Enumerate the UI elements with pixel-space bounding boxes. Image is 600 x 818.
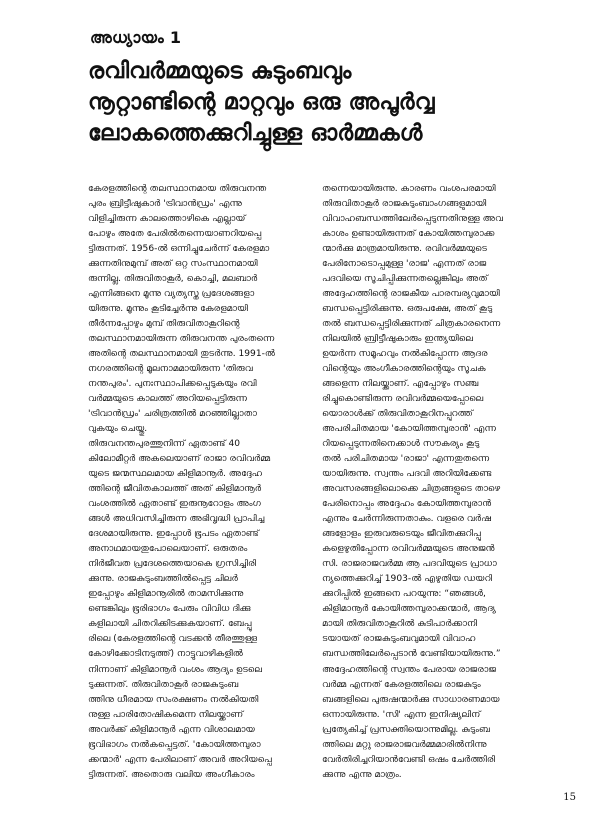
- right-column-line: പേരിനൊപ്പം അദ്ദേഹം കോയിത്തമ്പുരാൻ: [322, 499, 492, 510]
- right-column-line: തൽ ബന്ധപ്പെട്ടിരിക്കുന്നത് ചിത്രകാരനെന്ന: [322, 319, 501, 330]
- left-column-line: യുടെ ജന്മസ്ഥലമായ കിളിമാനൂർ. അദ്ദേഹ: [88, 469, 263, 480]
- left-column-line: അനാഥമായതുപോലെയാണ്. ഒരുതരം: [88, 544, 248, 555]
- right-column-line: പ്രത്യേകിച്ച് പ്രസക്തിയൊന്നുമില്ല. കുടുംബ: [322, 724, 490, 735]
- title-line-3: ലോകത്തെക്കുറിച്ചുള്ള ഓർമ്മകൾ: [88, 120, 423, 146]
- left-column-line: തലസ്ഥാനമായിരുന്ന തിരുവനന്ത പുരംതന്നെ: [88, 334, 275, 345]
- left-column-line: വർമ്മയുടെ കാലത്ത് അറിയപ്പെട്ടിരുന്ന: [88, 394, 247, 405]
- left-column-line: കേരളത്തിന്റെ തലസ്ഥാനമായ തിരുവനന്ത: [88, 184, 267, 194]
- left-column-line: ഭൂവിഭാഗം നൽകപ്പെട്ടത്. 'കോയിത്തമ്പുരാ: [88, 739, 261, 750]
- left-column-line: അതിന്റെ തലസ്ഥാനമായി തുടർന്നു. 1991-ൽ: [88, 349, 276, 360]
- right-column-line: തൽ പരിചിതമായ 'രാജാ' എന്നതുതന്നെ: [322, 454, 490, 465]
- right-text-column: [322, 182, 572, 783]
- left-column-line: എന്നിങ്ങനെ മൂന്നു വ്യത്യസ്ത പ്രദേശങ്ങളാ: [88, 289, 255, 300]
- left-column-line: നുള്ള പാരിതോഷികമെന്ന നിലയ്ക്കാണ്: [88, 709, 244, 720]
- left-column-line: രുന്നില്ല. തിരുവിതാകൂർ, കൊച്ചി, മലബാർ: [88, 274, 258, 285]
- left-column-line: വംശത്തിൽ ഏതാണ്ട് ഇരുനൂറോളം അംഗ: [88, 499, 261, 510]
- left-column-line: നിന്നാണ് കിളിമാനൂർ വംശം ആദ്യം ഉടലെ: [88, 664, 263, 675]
- right-column-line: ക്കുറിപ്പിൽ ഇങ്ങനെ പറയുന്നു: “ഞങ്ങൾ,: [322, 589, 486, 600]
- left-column-line: യിരുന്നു. മൂന്നും കൂടിച്ചേർന്നു കേരളമായി: [88, 304, 248, 315]
- left-column-line: നിർജീവത പ്രദേശത്തെയാകെ ഗ്രസിച്ചിരി: [88, 559, 257, 570]
- left-column-line: പോഴും അതേ പേരിൽതന്നെയാണറിയപ്പെ: [88, 229, 262, 240]
- right-column-line: ടയായത് രാജകുടുംബവുമായി വിവാഹ: [322, 634, 476, 645]
- left-column-line: ത്തിനു ധീരമായ സംരക്ഷണം നൽകിയതി: [88, 694, 259, 705]
- title-line-2: നൂറ്റാണ്ടിന്റെ മാറ്റവും ഒരു അപൂർവ്വ: [88, 89, 435, 115]
- left-column-line: നന്തപുരം'. പുനഃസ്ഥാപിക്കപ്പെടുകയും രവി: [88, 379, 257, 390]
- right-column-line: പദവിയെ സൂചിപ്പിക്കുന്നതല്ലെങ്കിലും അത്: [322, 274, 488, 285]
- left-column-line: ക്കന്മാർ' എന്ന പേരിലാണ് അവർ അറിയപ്പെ: [88, 754, 272, 765]
- right-column-line: എന്നും ചേർന്നിരുന്നതാകും. വളരെ വർഷ: [322, 514, 492, 525]
- left-column-line: ത്തിന്റെ ജീവിതകാലത്ത് അത് കിളിമാനൂർ: [88, 484, 262, 495]
- left-column-line: 'ട്രിവാൻഡ്രം' ചരിത്രത്തിൽ മറഞ്ഞില്ലാതാ: [88, 409, 257, 420]
- left-column-line: തീർന്നപ്പോഴും മുമ്പ് തിരുവിതാകൂറിന്റെ: [88, 319, 240, 330]
- right-column-line: ഉയർന്ന സമൂഹവും നൽകിപ്പോന്ന ആദര: [322, 349, 488, 360]
- right-column-line: സി. രാജരാജവർമ്മ ആ പദവിയുടെ പ്രാധാ: [322, 559, 497, 570]
- left-column-line: രിലെ (കേരളത്തിന്റെ വടക്കൻ തീരത്തുള്ള: [88, 634, 258, 645]
- chapter-title: [88, 56, 568, 149]
- right-column-line: അദ്ദേഹത്തിന്റെ സ്വന്തം പേരായ രാജരാജ: [322, 664, 497, 675]
- right-column-line: രിച്ചുകൊണ്ടിരുന്ന രവിവർമ്മയെപ്പോലെ: [322, 394, 484, 405]
- right-column-line: ന്മാർക്കു മാത്രമായിരുന്നു. രവിവർമ്മയുടെ: [322, 244, 487, 255]
- right-column-line: ങ്ങളോളം ഇരുവരുടെയും ജീവിതക്കുറിപ്പു: [322, 529, 481, 540]
- left-column-line: തിരുവനന്തപുരത്തുനിന്ന് ഏതാണ്ട് 40: [88, 439, 241, 450]
- left-column-line: വുകയും ചെയ്തു.: [88, 424, 148, 435]
- left-column-line: ണ്ടെങ്കിലും ഭൂരിഭാഗം പേരും വിവിധ ദിക്കു: [88, 604, 251, 615]
- right-column-line: ക്കുന്നു എന്നു മാത്രം.: [322, 769, 402, 780]
- right-column-line: ത്തിലെ മറ്റു രാജരാജവർമ്മമാരിൽനിന്നു: [322, 739, 487, 750]
- right-column-line: അദ്ദേഹത്തിന്റെ രാജകീയ പാരമ്പര്യവുമായി: [322, 289, 500, 300]
- right-column-line: തിരുവിതാകൂർ രാജകുടുംബാംഗങ്ങളുമായി: [322, 199, 487, 210]
- page-number: 15: [563, 792, 576, 803]
- left-column-line: ങ്ങൾ അധിവസിച്ചിരുന്ന അഭിവൃദ്ധി പ്രാപിച്ച: [88, 514, 265, 525]
- left-column-line: ട്ടിരുന്നത്. അതൊരു വലിയ അംഗീകാരം: [88, 769, 255, 780]
- right-column-line: ബന്ധപ്പെട്ടിരിക്കുന്നു. ഒരുപക്ഷേ, അത് കൂടു: [322, 304, 493, 315]
- right-column-line: യായിരുന്നു. സ്വന്തം പദവി അറിയിക്കേണ്ട: [322, 469, 492, 480]
- left-column-line: വിളിച്ചിരുന്ന കാലത്തൊഴികെ എല്ലായ്: [88, 214, 246, 225]
- right-column-line: മായി തിരുവിതാകൂറിൽ കുടിപാർക്കാനി: [322, 619, 478, 630]
- left-column-line: പുരം ബ്രിട്ടീഷുകാർ 'ട്രിവാൻഡ്രം' എന്നു: [88, 199, 242, 210]
- right-column-line: തന്നെയായിരുന്നു. കാരണം വംശപരമായി: [322, 184, 496, 194]
- left-column-line: ടുക്കുന്നത്. തിരുവിതാകൂർ രാജകുടുംബ: [88, 679, 239, 690]
- right-column-line: ങ്ങളെന്ന നിലയ്ക്കാണ്. എപ്പോഴും സഞ്ച: [322, 379, 479, 390]
- right-column-line: ന്യത്തെക്കുറിച്ച് 1903-ൽ എഴുതിയ ഡയറി: [322, 574, 493, 585]
- right-column-line: ബന്ധത്തിലേർപ്പെടാൻ വേണ്ടിയായിരുന്നു.”: [322, 649, 501, 660]
- right-column-line: യൊരാൾക്ക് തിരുവിതാകൂറിനപ്പുറത്ത്: [322, 409, 473, 420]
- right-column-line: അപരിചിതമായ 'കോയിത്തമ്പുരാൻ' എന്ന: [322, 424, 496, 435]
- left-column-line: ക്കുന്നു. രാജകുടുംബത്തിൽപ്പെട്ട ചിലർ: [88, 574, 238, 585]
- title-line-1: രവിവർമ്മയുടെ കുടുംബവും: [88, 58, 352, 84]
- right-column-line: കിളിമാനൂർ കോയിത്തമ്പുരാക്കന്മാർ, ആദ്യ: [322, 604, 496, 615]
- right-column-line: വിന്റെയും അംഗീകാരത്തിന്റെയും സൂചക: [322, 364, 486, 375]
- right-column-line: പേരിനോടൊപ്പമുള്ള 'രാജ' എന്നത് രാജ: [322, 259, 487, 270]
- right-column-line: ബങ്ങളിലെ പുരുഷന്മാർക്കു സാധാരണമായ: [322, 694, 500, 705]
- right-column-line: വിവാഹബന്ധത്തിലേർപ്പെടുന്നതിനുള്ള അവ: [322, 214, 504, 225]
- right-column-line: നിലയിൽ ബ്രിട്ടീഷുകാരും ഇന്ത്യയിലെ: [322, 334, 473, 345]
- left-column-line: ദേശമായിരുന്നു. ഇപ്പോൾ ഭൂപടം ഏതാണ്ട്: [88, 529, 259, 540]
- left-column-line: അവർക്ക് കിളിമാനൂർ എന്ന വിശാലമായ: [88, 724, 255, 735]
- left-column-line: ട്ടിരുന്നത്. 1956-ൽ ഒന്നിച്ചുചേർന്ന് കേരളമാ: [88, 244, 270, 255]
- chapter-label: അധ്യായം 1: [90, 28, 182, 47]
- left-column-line: കോഴിക്കോടിനടുത്ത്) നാട്ടുവാഴികളിൽ: [88, 649, 243, 660]
- right-column-line: കാശം ഉണ്ടായിരുന്നത് കോയിത്തമ്പുരാക്ക: [322, 229, 495, 240]
- right-column-line: അവസരങ്ങളിലൊക്കെ ചിത്രങ്ങളുടെ താഴെ: [322, 484, 501, 495]
- left-column-line: കിലോമീറ്റർ അകലെയാണ് രാജാ രവിവർമ്മ: [88, 454, 271, 465]
- right-column-line: റിയപ്പെടുന്നതിനെക്കാൾ സൗകര്യം കൂടു: [322, 439, 480, 450]
- right-column-line: വർമ്മ എന്നത് കേരളത്തിലെ രാജകുടും: [322, 679, 481, 690]
- right-column-line: കളെഴുതിപ്പോന്ന രവിവർമ്മയുടെ അനുജൻ: [322, 544, 495, 555]
- left-column-line: നഗരത്തിന്റെ മൂലനാമമായിരുന്ന 'തിരുവ: [88, 364, 253, 375]
- left-column-line: കളിലായി ചിതറിക്കിടക്കുകയാണ്. ബേപ്പൂ: [88, 619, 252, 630]
- left-column-line: ക്കുന്നതിനുമുമ്പ് അത് ഒറ്റ സംസ്ഥാനമായി: [88, 259, 258, 270]
- right-column-line: ഒന്നായിരുന്നു. 'സി' എന്ന ഇനിഷ്യലിന്: [322, 709, 481, 720]
- left-column-line: ഇപ്പോഴും കിളിമാനൂരിൽ താമസിക്കുന്നു: [88, 589, 244, 600]
- left-text-column: [88, 182, 336, 783]
- right-column-line: വേർതിരിച്ചറിയാൻവേണ്ടി ഒഷം ചേർത്തിരി: [322, 754, 495, 765]
